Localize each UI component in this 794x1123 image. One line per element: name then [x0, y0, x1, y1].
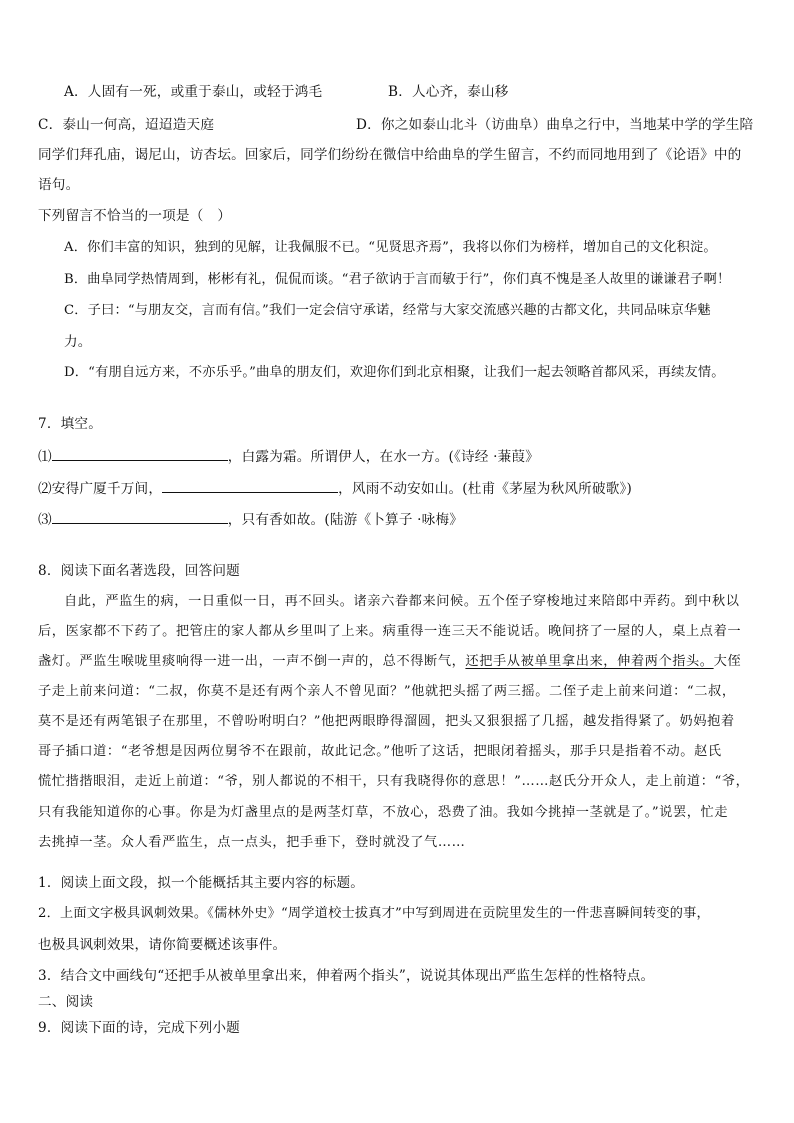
q6-option-b: B．人心齐，泰山移 — [388, 84, 509, 100]
q6-option-d: D．你之如泰山北斗（访曲阜）曲阜之行中，当地某中学的学生陪 — [356, 117, 754, 133]
q8-subquestion-1: 1．阅读上面文段，拟一个能概括其主要内容的标题。 — [38, 875, 365, 891]
q7-item-3-number: ⑶ — [38, 512, 52, 528]
q8-subquestion-3: 3．结合文中画线句“还把手从被单里拿出来，伸着两个指头”，说说其体现出严监生怎样的性格特点。 — [38, 968, 655, 984]
passage-line: 去挑掉一茎。众人看严监生，点一点头，把手垂下，登时就没了气…… — [38, 835, 466, 850]
message-option-a: A．你们丰富的知识，独到的见解，让我佩服不已。“见贤思齐焉”，我将以你们为榜样，增加自己的文化积淀。 — [64, 240, 717, 255]
q9-title: 9．阅读下面的诗，完成下列小题 — [38, 1020, 240, 1036]
passage-line: 慌忙揩揩眼泪，走近上前道：“爷，别人都说的不相干，只有我晓得你的意思！”……赵氏分开众人，走上前道：“爷， — [38, 774, 750, 789]
message-option-b: B．曲阜同学热情周到，彬彬有礼，侃侃而谈。“君子欲讷于言而敏于行”，你们真不愧是圣人故里的谦谦君子啊！ — [64, 272, 731, 287]
q7-item-2-text: ，风雨不动安如山。(杜甫《茅屋为秋风所破歌》) — [338, 481, 633, 497]
q7-item-3-text: ，只有香如故。(陆游《卜算子 ·咏梅》 — [227, 512, 464, 528]
passage-line: 后，医家都不下药了。把管庄的家人都从乡里叫了上来。病重得一连三天不能说话。晚间挤了一屋的人，桌上点着一 — [38, 624, 742, 639]
q6-option-a: A．人固有一死，或重于泰山，或轻于鸿毛 — [64, 84, 323, 100]
q7-item-2-number: ⑵ — [38, 481, 52, 497]
passage-line: 莫不是还有两笔银子在那里，不曾吩咐明白？”他把两眼睁得溜圆，把头又狠狠摇了几摇，越发指得紧了。奶妈抱着 — [38, 714, 735, 729]
underlined-sentence: 还把手从被单里拿出来，伸着两个指头。 — [465, 654, 714, 669]
passage-line — [38, 652, 741, 672]
q7-item-3 — [38, 509, 463, 530]
q8-subquestion-2: 2．上面文字极具讽刺效果。《儒林外史》“周学道校士拔真才”中写到周进在贡院里发生的一件悲喜瞬间转变的事， — [38, 906, 710, 921]
q6-option-c: C．泰山一何高，迢迢造天庭 — [38, 117, 215, 133]
q7-item-1-number: ⑴ — [38, 449, 52, 465]
q7-item-1 — [38, 446, 539, 467]
passage-text: 大侄 — [713, 654, 742, 669]
q8-subquestion-2-cont: 也极具讽刺效果，请你简要概述该事件。 — [38, 937, 287, 953]
message-option-c-cont: 力。 — [64, 334, 92, 350]
q7-blank-1[interactable] — [52, 446, 228, 461]
message-option-d: D．“有朋自远方来，不亦乐乎。”曲阜的朋友们，欢迎你们到北京相聚，让我们一起去领略首都风采，再续友情。 — [64, 365, 725, 380]
passage-line: 子走上前来问道：“二叔，你莫不是还有两个亲人不曾见面？”他就把头摇了两三摇。二侄子走上前来问道：“二叔， — [38, 684, 736, 699]
passage-line: 自此，严监生的病，一日重似一日，再不回头。诸亲六眷都来问候。五个侄子穿梭地过来陪郎中弄药。到中秋以 — [64, 594, 740, 609]
q6-passage-line: 同学们拜孔庙，谒尼山，访杏坛。回家后，同学们纷纷在微信中给曲阜的学生留言，不约而同地用到了《论语》中的 — [38, 147, 742, 163]
passage-line: 哥子插口道：“老爷想是因两位舅爷不在跟前，故此记念。”他听了这话，把眼闭着摇头，那手只是指着不动。赵氏 — [38, 744, 722, 759]
q6-passage-line: 语句。 — [38, 177, 80, 193]
q7-title: 7．填空。 — [38, 416, 103, 432]
q7-blank-3[interactable] — [52, 509, 228, 524]
passage-line: 只有我能知道你的心事。你是为灯盏里点的是两茎灯草，不放心，恐费了油。我如今挑掉一茎就是了。”说罢，忙走 — [38, 805, 729, 820]
section-heading: 二、阅读 — [38, 994, 94, 1010]
message-option-c: C．子曰：“与朋友交，言而有信。”我们一定会信守承诺，经常与大家交流感兴趣的古都文化，共同品味京华魅 — [64, 303, 711, 318]
question-stem: 下列留言不恰当的一项是（ ） — [38, 208, 232, 224]
q7-item-1-text: ，白露为霜。所谓伊人，在水一方。(《诗经 ·蒹葭》 — [227, 449, 540, 465]
q7-item-2-pre: 安得广厦千万间， — [51, 481, 163, 497]
q7-item-2 — [38, 478, 632, 499]
q8-title: 8．阅读下面名著选段，回答问题 — [38, 563, 240, 579]
q7-blank-2[interactable] — [162, 478, 338, 493]
passage-text: 盏灯。严监生喉咙里痰响得一进一出，一声不倒一声的，总不得断气， — [38, 654, 466, 669]
